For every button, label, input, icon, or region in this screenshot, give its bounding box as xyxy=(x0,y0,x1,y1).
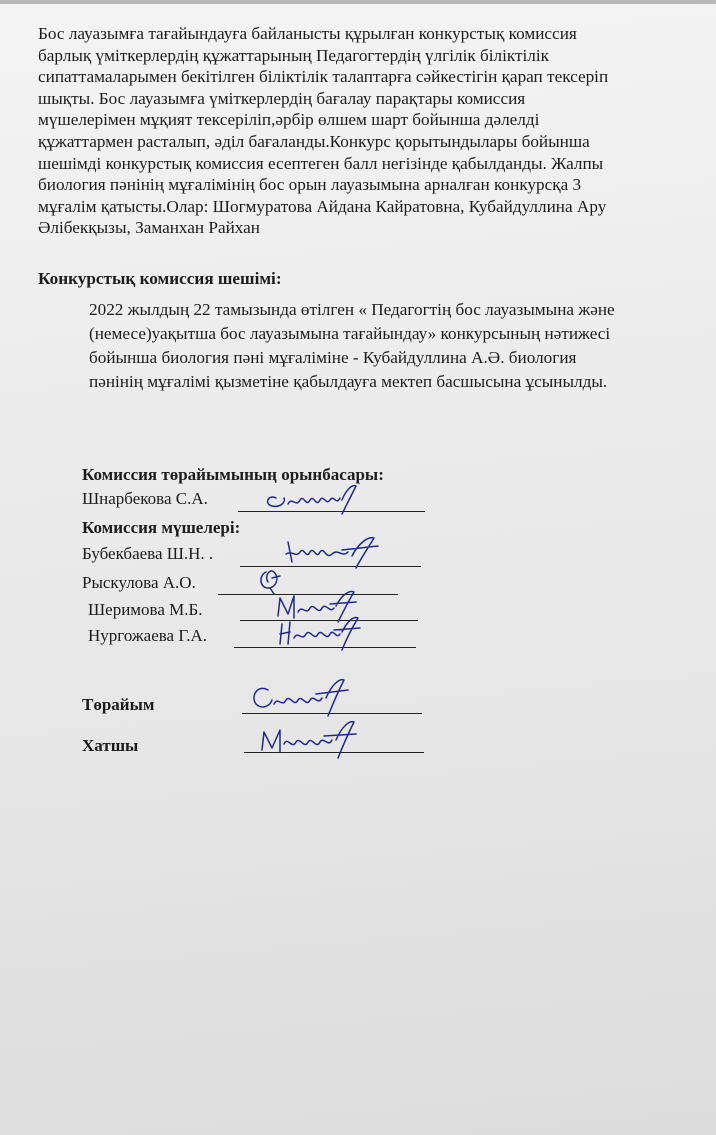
decision-line: (немесе)уақытша бос лауазымына тағайындау» конкурсының нәтижесі xyxy=(89,324,611,343)
secretary-label: Хатшы xyxy=(82,736,139,755)
decision-line: пәнінің мұғалімі қызметіне қабылдауға мектеп басшысына ұсынылды. xyxy=(89,372,608,391)
paragraph-line: шешімді конкурстық комиссия есептеген балл негізінде қабылданды. Жалпы xyxy=(38,153,604,173)
member-signature xyxy=(282,532,392,572)
paragraph-line: құжаттармен расталып, әділ бағаланды.Конкурс қорытындылары бойынша xyxy=(38,131,590,151)
paragraph-line: Әлібекқызы, Заманхан Райхан xyxy=(38,218,260,238)
chair-signature xyxy=(246,676,356,720)
paragraph-line: сипаттамаларымен бекітілген біліктілік талаптарға сәйкестігін қарап тексеріп xyxy=(38,67,609,87)
deputy-chair-signature xyxy=(262,480,372,520)
member-name: Нургожаева Г.А. xyxy=(88,626,208,645)
member-name: Шеримова М.Б. xyxy=(88,600,203,619)
secretary-signature xyxy=(258,718,362,760)
paragraph-line: Бос лауазымға тағайындауға байланысты құрылған конкурстық комиссия xyxy=(38,24,577,43)
paragraph-line: мұғалім қатысты.Олар: Шогмуратова Айдана Кайратовна, Кубайдуллина Ару xyxy=(38,196,607,216)
member-name: Рыскулова А.О. xyxy=(82,573,196,592)
decision-line: 2022 жылдың 22 тамызында өтілген « Педагогтің бос лауазымына және xyxy=(89,300,615,319)
decision-heading: Конкурстық комиссия шешімі: xyxy=(38,269,282,288)
paragraph-line: шықты. Бос лауазымға үміткерлердің бағалау парақтары комиссия xyxy=(38,88,526,108)
members-label: Комиссия мүшелері: xyxy=(82,518,241,537)
member-name: Бубекбаева Ш.Н. . xyxy=(82,544,214,563)
paragraph-line: биология пәнінің мұғалімінің бос орын лауазымына арналған конкурсқа 3 xyxy=(38,175,582,195)
member-signature xyxy=(276,612,366,652)
deputy-chair-name: Шнарбекова С.А. xyxy=(82,489,208,508)
deputy-chair-label: Комиссия төрайымының орынбасары: xyxy=(82,465,384,484)
paragraph-line: мүшелерімен мұқият тексеріліп,әрбір өлшем шарт бойынша дәлелді xyxy=(38,110,540,130)
decision-line: бойынша биология пәні мұғаліміне - Кубайдуллина А.Ә. биология xyxy=(89,348,577,367)
paragraph-line: барлық үміткерлердің құжаттарының Педагогтердің үлгілік біліктілік xyxy=(38,45,549,65)
chair-label: Төрайым xyxy=(82,695,155,714)
